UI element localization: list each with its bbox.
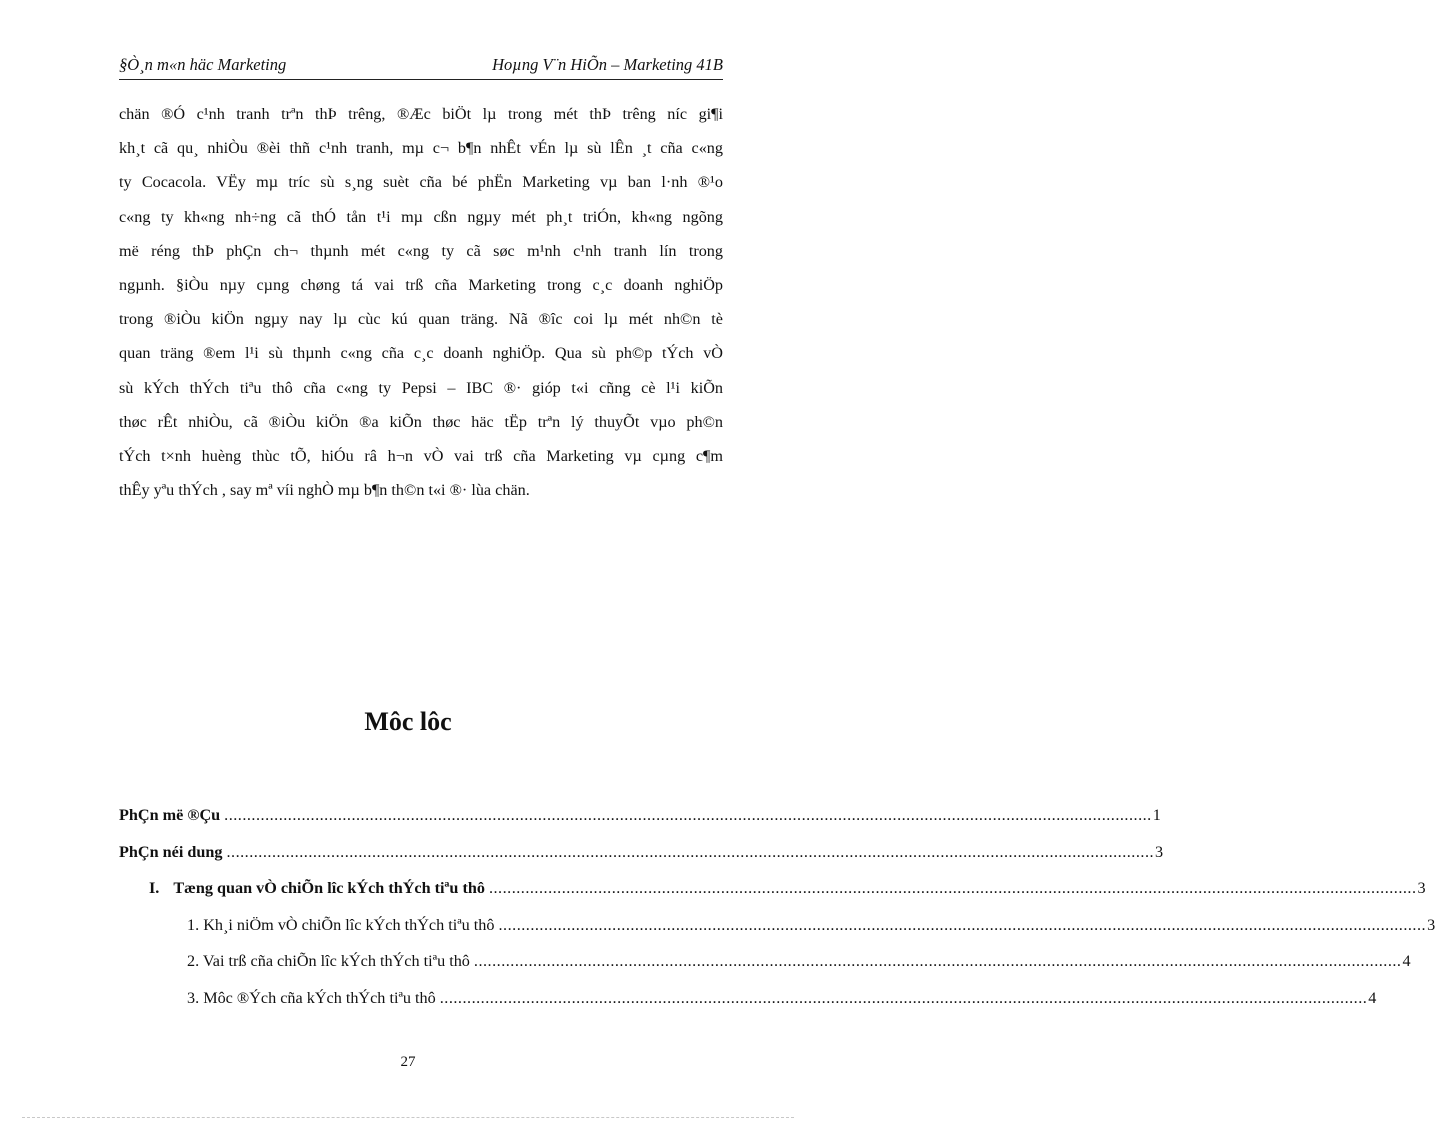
- toc-dot-leader: ............................................................................................................................................................................................................: [473, 952, 1402, 971]
- toc-dot-leader: ............................................................................................................................................................................................................: [226, 842, 1155, 861]
- toc-entry-subsection-1[interactable]: [119, 907, 1435, 944]
- toc-page-number: 4: [1368, 988, 1377, 1007]
- toc-dot-leader: ............................................................................................................................................................................................................: [488, 879, 1417, 898]
- toc-title: Môc lôc: [364, 707, 452, 736]
- toc-entry-label: PhÇn më ®Çu: [119, 806, 221, 824]
- body-paragraph: [119, 97, 723, 507]
- body-line: tÝch t×nh huèng thùc tÕ, hiÓu râ h¬n vÒ vai trß cña Marketing vµ cµng c¶m: [119, 446, 723, 465]
- toc-entry-subsection-3[interactable]: [119, 980, 1377, 1017]
- toc-page-number: 4: [1402, 952, 1411, 971]
- body-line: ngµnh. §iÒu nµy cµng chøng tá vai trß cña Marketing trong c¸c doanh nghiÖp: [119, 275, 723, 294]
- body-line: më réng thÞ phÇn ch¬ thµnh mét c«ng ty cã søc m¹nh c¹nh tranh lín trong: [119, 241, 723, 260]
- toc-entry-introduction[interactable]: [119, 797, 1161, 834]
- body-line: sù kÝch thÝch tiªu thô cña c«ng ty Pepsi – IBC ®· gióp t«i cñng cè l¹i kiÕn: [119, 378, 723, 397]
- body-line: thøc rÊt nhiÒu, cã ®iÒu kiÖn ®a kiÕn thøc häc tËp trªn lý thuyÕt vµo ph©n: [119, 412, 723, 431]
- toc-page-number: 3: [1417, 879, 1426, 898]
- toc-page-number: 3: [1155, 842, 1164, 861]
- body-line: chän ®Ó c¹nh tranh trªn thÞ trêng, ®Æc biÖt lµ trong mét thÞ trêng níc gi¶i: [119, 105, 723, 123]
- toc-page-number: 1: [1152, 806, 1161, 824]
- toc-entry-numeral: I.: [149, 879, 160, 898]
- page-header: [119, 52, 723, 78]
- body-line: kh¸t cã qu¸ nhiÒu ®èi thñ c¹nh tranh, mµ c¬ b¶n nhÊt vÉn lµ sù lÊn ¸t cña c«ng: [119, 139, 723, 158]
- toc-page-number: 3: [1427, 915, 1435, 934]
- table-of-contents: [119, 797, 1435, 1017]
- toc-dot-leader: ............................................................................................................................................................................................................: [498, 915, 1427, 934]
- toc-dot-leader: ............................................................................................................................................................................................................: [224, 806, 1152, 824]
- toc-entry-label: PhÇn néi dung: [119, 842, 223, 861]
- body-line: c«ng ty kh«ng nh÷ng cã thÓ tån t¹i mµ cßn ngµy mét ph¸t triÓn, kh«ng ngõng: [119, 207, 723, 226]
- page-number: 27: [400, 1054, 416, 1070]
- toc-entry-content[interactable]: [119, 834, 1164, 871]
- body-line: trong ®iÒu kiÖn ngµy nay lµ cùc kú quan träng. Nã ®îc coi lµ mét nh©n tè: [119, 310, 723, 329]
- header-rule: [119, 79, 723, 80]
- body-line: ty Cocacola. VËy mµ tríc sù s¸ng suèt cña bé phËn Marketing vµ ban l·nh ®¹o: [119, 173, 723, 192]
- header-course-title: §Ò¸n m«n häc Marketing: [119, 55, 287, 74]
- body-line: thÊy yªu thÝch , say mª víi nghÒ mµ b¶n th©n t«i ®· lùa chän.: [119, 481, 530, 500]
- toc-entry-label: 2. Vai trß cña chiÕn lîc kÝch thÝch tiªu thô: [187, 952, 470, 971]
- body-line: quan träng ®em l¹i sù thµnh c«ng cña c¸c doanh nghiÖp. Qua sù ph©p tÝch vÒ: [119, 344, 723, 363]
- header-author: Hoµng V¨n HiÕn – Marketing 41B: [492, 55, 723, 74]
- toc-entry-label: 1. Kh¸i niÖm vÒ chiÕn lîc kÝch thÝch tiªu thô: [187, 915, 495, 934]
- toc-dot-leader: ............................................................................................................................................................................................................: [439, 988, 1368, 1007]
- toc-entry-label: Tæng quan vÒ chiÕn lîc kÝch thÝch tiªu thô: [173, 879, 485, 898]
- toc-entry-label: 3. Môc ®Ých cña kÝch thÝch tiªu thô: [187, 988, 436, 1007]
- toc-entry-subsection-2[interactable]: [119, 943, 1411, 980]
- page-edge-divider: [22, 1117, 794, 1118]
- toc-entry-section-1[interactable]: [119, 870, 1426, 907]
